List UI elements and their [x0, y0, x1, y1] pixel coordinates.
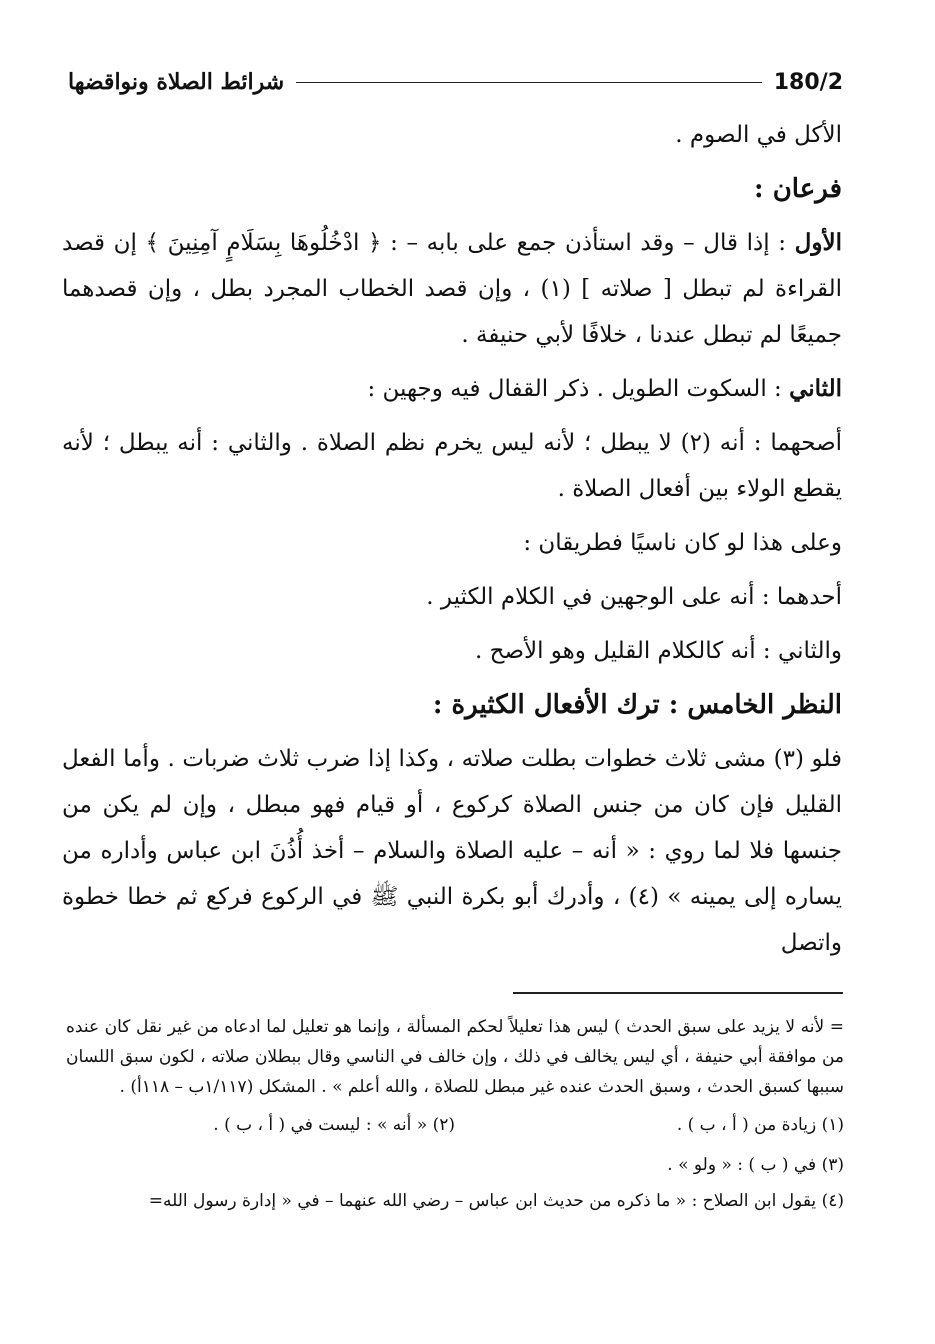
footnote-4: (٤) يقول ابن الصلاح : « ما ذكره من حديث ابن عباس – رضي الله عنهما – في « إدارة رسول الله= [148, 1191, 844, 1211]
paragraph: الأكل في الصوم . [675, 122, 842, 148]
paragraph-lead: الثاني [789, 375, 842, 402]
page-header [68, 62, 843, 102]
header-rule [296, 82, 762, 83]
running-title: شرائط الصلاة ونواقضها [68, 69, 285, 95]
paragraph: وعلى هذا لو كان ناسيًا فطريقان : [523, 530, 842, 556]
paragraph [62, 366, 842, 412]
paragraph [62, 220, 842, 358]
paragraph: والثاني : أنه كالكلام القليل وهو الأصح . [474, 638, 842, 664]
footnote-2: (٢) « أنه » : ليست في ( أ ، ب ) . [213, 1115, 455, 1135]
section-heading: النظر الخامس : ترك الأفعال الكثيرة : [432, 690, 842, 720]
footnotes [66, 1012, 844, 1222]
page-number: 180/2 [773, 69, 843, 95]
section-heading: فرعان : [754, 174, 842, 204]
main-text [62, 112, 842, 974]
paragraph-text: : إذا قال – وقد استأذن جمع على بابه – : ﴿ ادْخُلُوهَا بِسَلَامٍ آمِنِينَ ﴾ إن قصد القراءة لم تبطل [ صلاته ] (١) ، وإن قصد الخطاب المجرد بطل ، وإن قصدهما جميعًا لم تبطل عندنا ، خلافًا لأبي حنيفة . [62, 230, 842, 348]
footnote-row [66, 1110, 844, 1140]
paragraph: أصحهما : أنه (٢) لا يبطل ؛ لأنه ليس يخرم نظم الصلاة . والثاني : أنه يبطل ؛ لأنه يقطع الولاء بين أفعال الصلاة . [62, 430, 843, 502]
paragraph-lead: الأول [794, 229, 842, 256]
paragraph: فلو (٣) مشى ثلاث خطوات بطلت صلاته ، وكذا إذا ضرب ثلاث ضربات . وأما الفعل القليل فإن كان من جنس الصلاة كركوع ، أو قيام فهو مبطل ، وإن لم يكن من جنسها فلا لما روي : « أنه – عليه الصلاة والسلام – أخذ أُذُنَ ابن عباس وأداره من يساره إلى يمينه » (٤) ، وأدرك أبو بكرة النبي ﷺ في الركوع فركع ثم خطا خطوة واتصل [62, 746, 843, 956]
footnote-1: (١) زيادة من ( أ ، ب ) . [676, 1115, 844, 1135]
paragraph: أحدهما : أنه على الوجهين في الكلام الكثير . [426, 584, 842, 610]
paragraph-text: : السكوت الطويل . ذكر القفال فيه وجهين : [367, 376, 790, 402]
footnote-separator [513, 992, 843, 994]
footnote-3: (٣) في ( ب ) : « ولو » . [667, 1155, 844, 1175]
footnote-continuation: = لأنه لا يزيد على سبق الحدث ) ليس هذا تعليلاً لحكم المسألة ، وإنما هو تعليل لما ادعاه من غير نقل كان عنده من موافقة أبي حنيفة ، أي ليس يخالف في ذلك ، وإن خالف في الناسي وقال ببطلان صلاته ، لكون سبق اللسان سببها كسبق الحدث ، وسبق الحدث عنده غير مبطل للصلاة ، والله أعلم » . المشكل (١/١١٧ب – ١١٨أ) . [66, 1017, 844, 1097]
